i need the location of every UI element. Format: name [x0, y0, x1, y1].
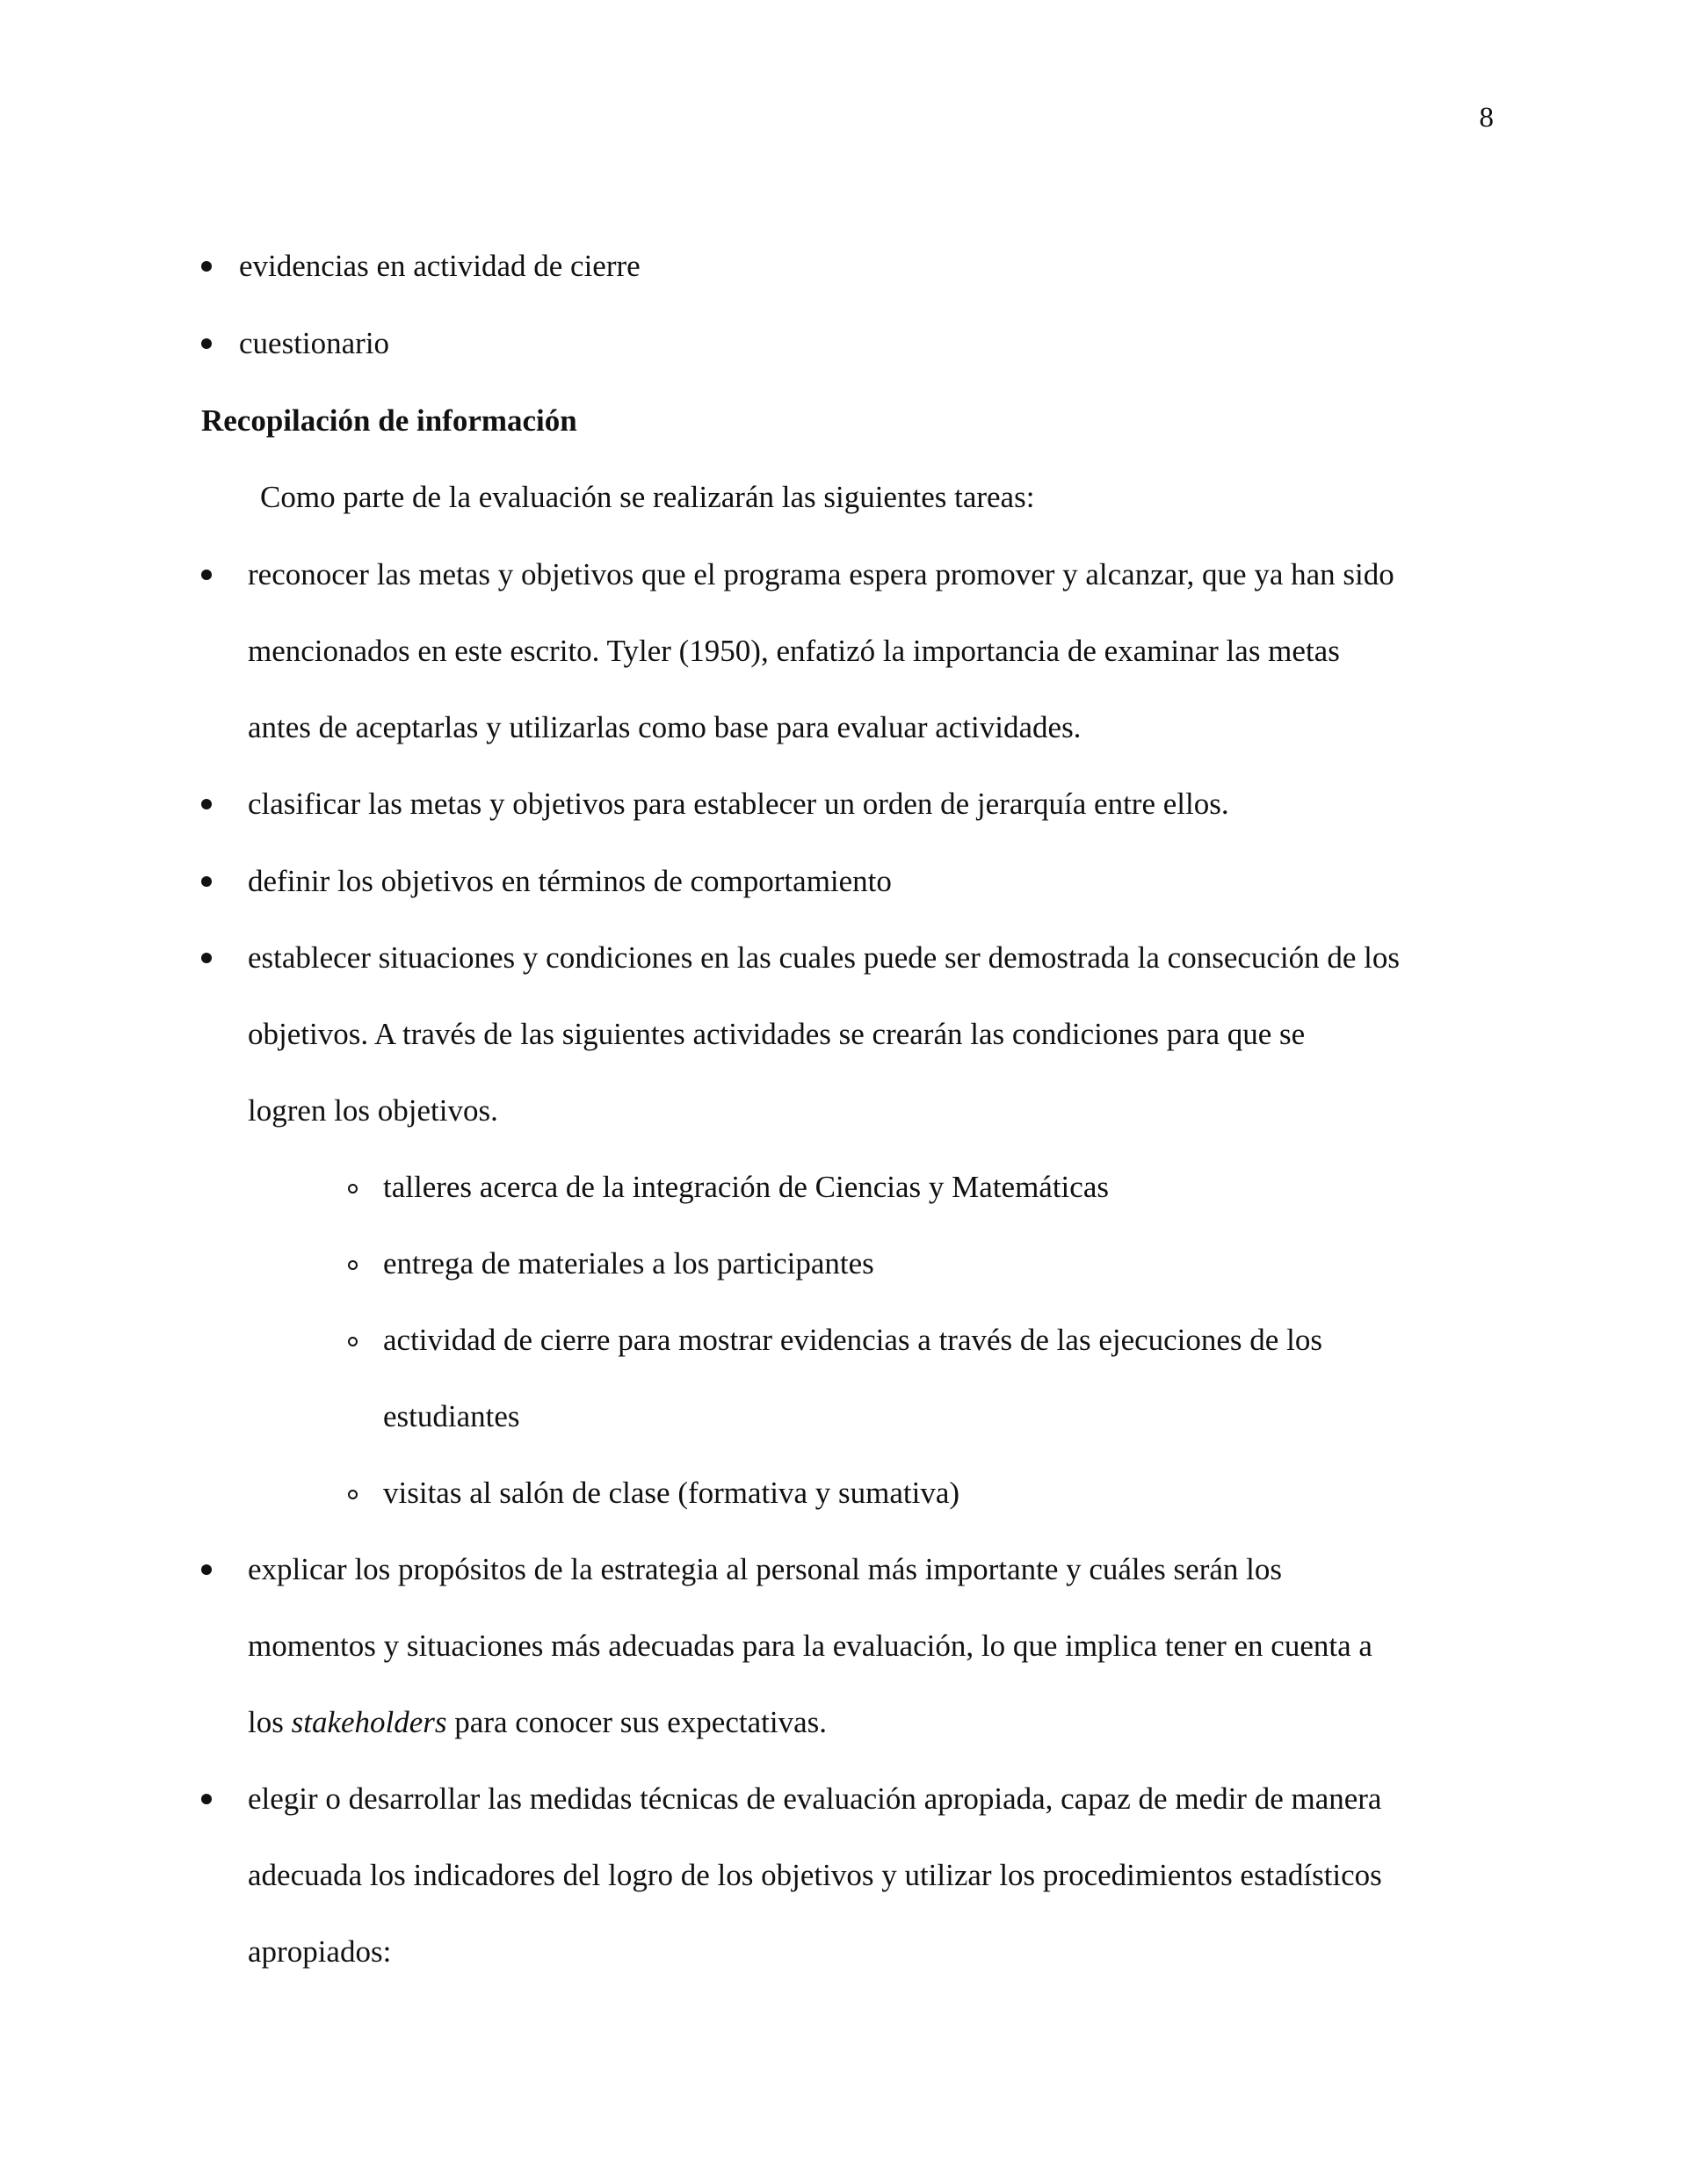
- task-6-line-2: adecuada los indicadores del logro de los objetivos y utilizar los procedimientos estadísticos: [248, 1858, 1382, 1892]
- intro-paragraph: Como parte de la evaluación se realizarán las siguientes tareas:: [260, 480, 1035, 514]
- task-5-line-1: explicar los propósitos de la estrategia al personal más importante y cuáles serán los: [248, 1552, 1282, 1586]
- task-5-line-3-post: para conocer sus expectativas.: [446, 1705, 827, 1739]
- bullet-icon: [201, 261, 212, 272]
- list-item: evidencias en actividad de cierre: [239, 249, 641, 283]
- bullet-icon: [201, 799, 212, 809]
- stakeholders-term: stakeholders: [291, 1705, 447, 1739]
- list-item: cuestionario: [239, 326, 390, 360]
- bullet-icon: [201, 338, 212, 349]
- circle-bullet-icon: [348, 1184, 358, 1194]
- activity-item-continuation: estudiantes: [383, 1399, 520, 1433]
- task-5-line-2: momentos y situaciones más adecuadas para la evaluación, lo que implica tener en cuenta a: [248, 1629, 1372, 1663]
- circle-bullet-icon: [348, 1490, 358, 1499]
- task-5-line-3: [248, 1703, 827, 1742]
- bullet-icon: [201, 570, 212, 580]
- task-4-line-2: objetivos. A través de las siguientes actividades se crearán las condiciones para que se: [248, 1017, 1306, 1051]
- activity-item: visitas al salón de clase (formativa y sumativa): [383, 1476, 960, 1510]
- task-1-line-2: mencionados en este escrito. Tyler (1950), enfatizó la importancia de examinar las metas: [248, 634, 1340, 668]
- task-2: clasificar las metas y objetivos para establecer un orden de jerarquía entre ellos.: [248, 787, 1229, 821]
- bullet-icon: [201, 1564, 212, 1575]
- task-6-line-1: elegir o desarrollar las medidas técnicas de evaluación apropiada, capaz de medir de manera: [248, 1781, 1382, 1816]
- task-1-line-1: reconocer las metas y objetivos que el programa espera promover y alcanzar, que ya han sido: [248, 557, 1394, 591]
- task-4-line-3: logren los objetivos.: [248, 1093, 498, 1128]
- activity-item: actividad de cierre para mostrar evidencias a través de las ejecuciones de los: [383, 1323, 1322, 1357]
- bullet-icon: [201, 1794, 212, 1804]
- task-4-line-1: establecer situaciones y condiciones en las cuales puede ser demostrada la consecución de los: [248, 940, 1401, 975]
- circle-bullet-icon: [348, 1337, 358, 1346]
- task-5-line-3-pre: los: [248, 1705, 292, 1739]
- section-heading: Recopilación de información: [201, 403, 577, 438]
- bullet-icon: [201, 876, 212, 887]
- task-1-line-3: antes de aceptarlas y utilizarlas como base para evaluar actividades.: [248, 710, 1082, 744]
- task-6-line-3: apropiados:: [248, 1934, 392, 1969]
- page-number: 8: [1479, 102, 1494, 134]
- task-3: definir los objetivos en términos de comportamiento: [248, 864, 892, 898]
- activity-item: talleres acerca de la integración de Ciencias y Matemáticas: [383, 1170, 1109, 1204]
- activity-item: entrega de materiales a los participantes: [383, 1246, 874, 1281]
- circle-bullet-icon: [348, 1260, 358, 1270]
- bullet-icon: [201, 953, 212, 963]
